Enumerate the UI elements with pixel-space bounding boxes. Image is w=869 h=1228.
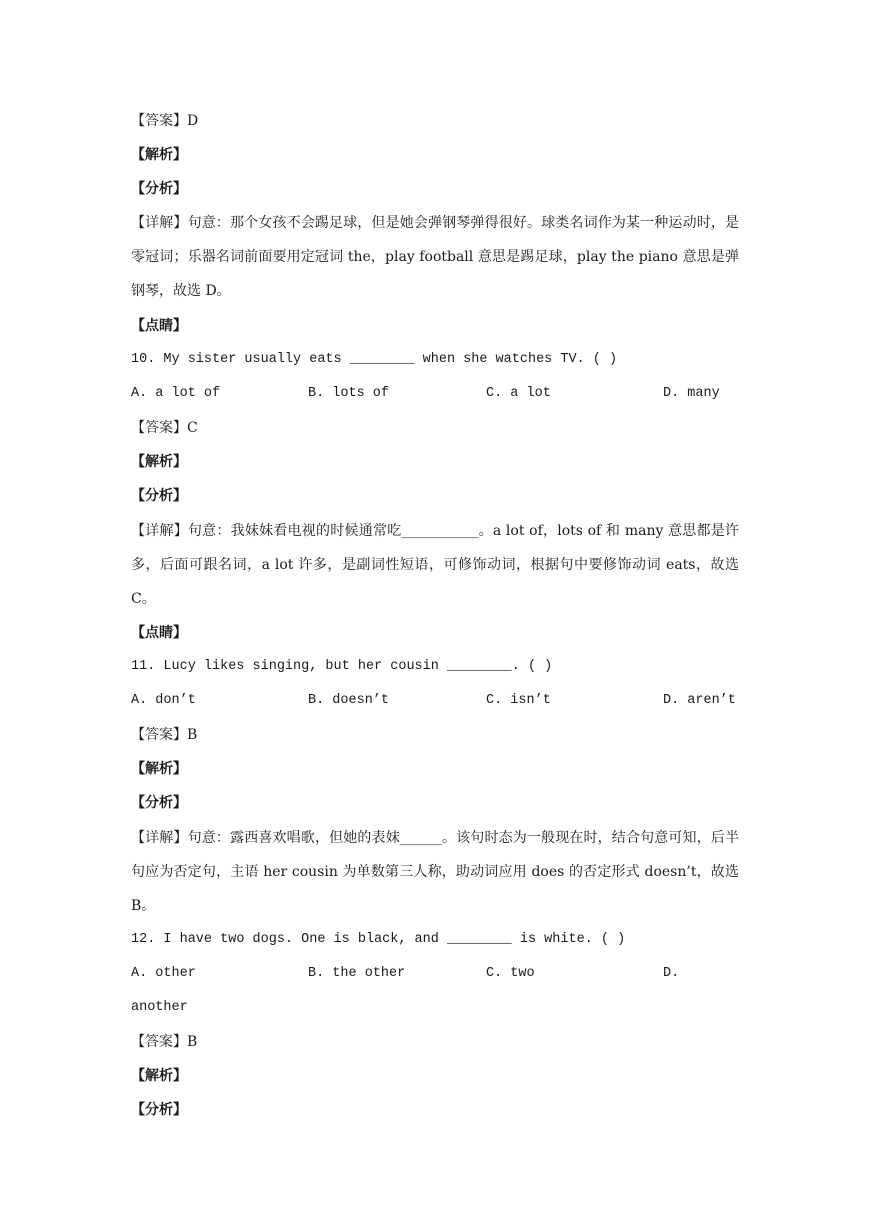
option-a: A. a lot of (131, 386, 221, 401)
answer-line: 【答案】C (131, 420, 198, 436)
answer-line: 【答案】D (131, 113, 199, 129)
dianjing-heading: 【点睛】 (131, 318, 187, 334)
option-b: B. lots of (308, 386, 390, 401)
detail-paragraph: 【详解】句意：那个女孩不会踢足球，但是她会弹钢琴弹得很好。球类名词作为某一种运动时，是零冠词；乐器名词前面要用定冠词 the，play football 意思是踢足球，play the piano 意思是弹钢琴，故选 D。 (131, 215, 739, 299)
option-a: A. don’t (131, 693, 196, 708)
option-c: C. a lot (486, 386, 551, 401)
analysis-heading: 【解析】 (131, 761, 187, 777)
fenxi-heading: 【分析】 (131, 795, 187, 811)
option-d-continued: another (131, 1000, 188, 1015)
fenxi-heading: 【分析】 (131, 1102, 187, 1118)
fenxi-heading: 【分析】 (131, 488, 187, 504)
option-d: D. aren’t (663, 693, 736, 708)
analysis-heading: 【解析】 (131, 1068, 187, 1084)
analysis-heading: 【解析】 (131, 147, 187, 163)
option-b: B. doesn’t (308, 693, 390, 708)
answer-line: 【答案】B (131, 727, 198, 743)
question-11: 11. Lucy likes singing, but her cousin ________. ( ) (131, 659, 553, 674)
option-c: C. two (486, 966, 535, 981)
option-b: B. the other (308, 966, 406, 981)
analysis-heading: 【解析】 (131, 454, 187, 470)
question-12: 12. I have two dogs. One is black, and ________ is white. ( ) (131, 932, 626, 947)
option-c: C. isn’t (486, 693, 551, 708)
detail-paragraph: 【详解】句意：我妹妹看电视的时候通常吃___________。a lot of，lots of 和 many 意思都是许多，后面可跟名词，a lot 许多，是副词性短语，可修饰动词，根据句中要修饰动词 eats，故选 C。 (131, 523, 739, 607)
fenxi-heading: 【分析】 (131, 181, 187, 197)
option-d: D. (663, 966, 680, 981)
option-a: A. other (131, 966, 196, 981)
answer-line: 【答案】B (131, 1034, 198, 1050)
dianjing-heading: 【点睛】 (131, 625, 187, 641)
question-10: 10. My sister usually eats ________ when she watches TV. ( ) (131, 352, 618, 367)
option-d: D. many (663, 386, 720, 401)
detail-paragraph: 【详解】句意：露西喜欢唱歌，但她的表妹______。该句时态为一般现在时，结合句意可知，后半句应为否定句，主语 her cousin 为单数第三人称，助动词应用 does 的否定形式 doesn’t，故选 B。 (131, 830, 739, 914)
